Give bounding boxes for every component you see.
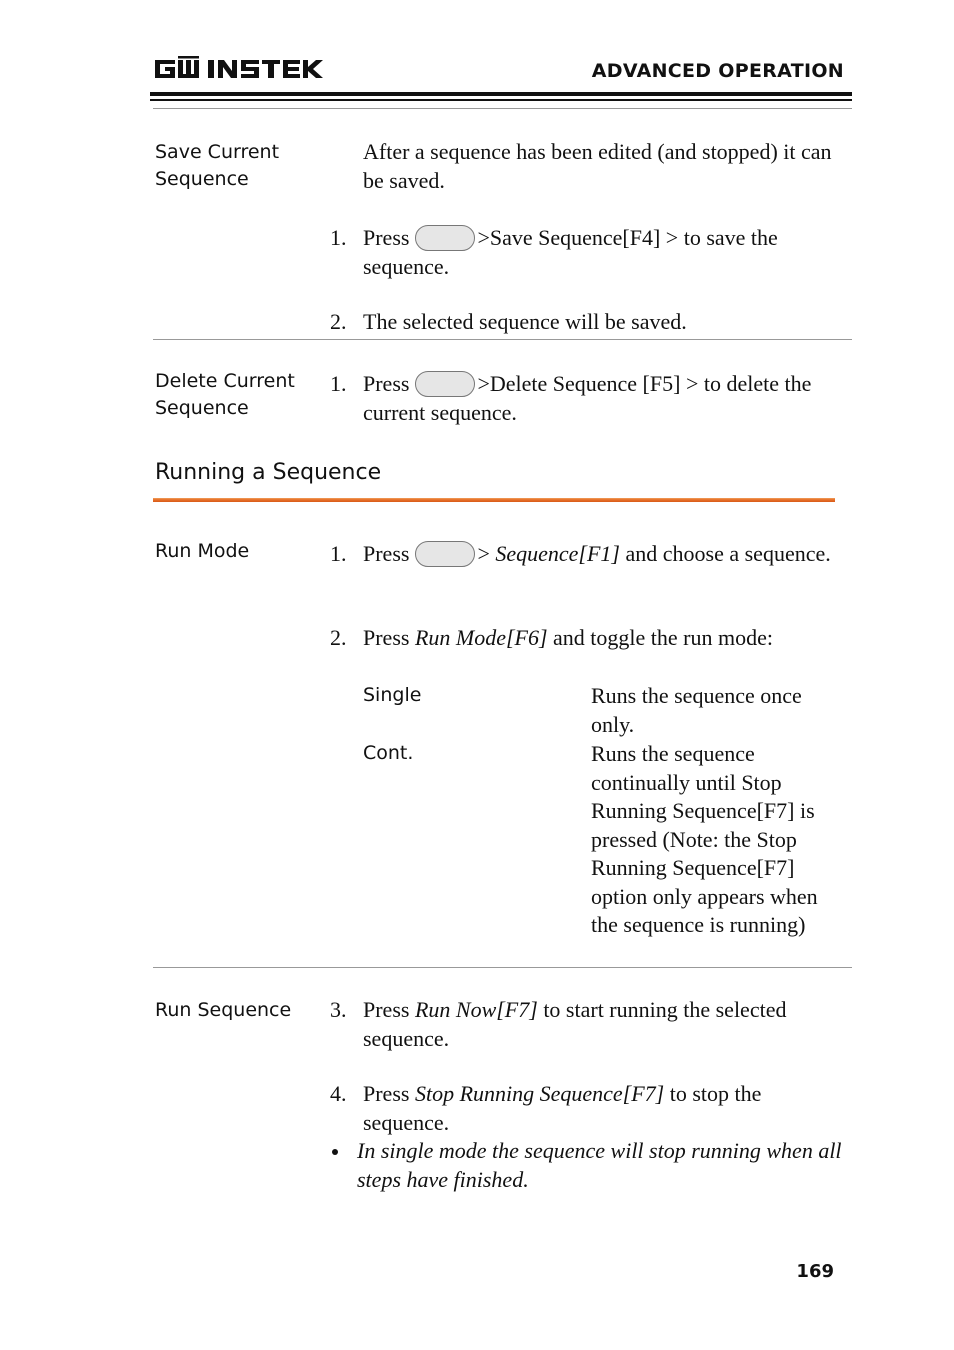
step-text: Press	[363, 997, 415, 1022]
page-number: 169	[796, 1261, 834, 1282]
step-number: 1.	[330, 541, 347, 566]
save-current-intro: After a sequence has been edited (and stopped) it can be saved.	[363, 139, 832, 193]
section-divider	[153, 339, 852, 340]
run-sequence-step-4	[363, 1080, 843, 1137]
softkey-reference: Sequence[F1]	[495, 541, 620, 566]
gw-instek-logo-icon	[153, 52, 325, 86]
run-mode-step-2	[363, 624, 843, 653]
step-text: Press	[363, 371, 410, 396]
save-step-1	[363, 224, 843, 281]
header-rule-thick	[150, 92, 852, 96]
section-heading: Running a Sequence	[155, 460, 382, 485]
note-text: In single mode the sequence will stop running when all steps have finished.	[357, 1138, 842, 1192]
save-step-2: The selected sequence will be saved.	[363, 309, 687, 334]
step-text: and toggle the run mode:	[547, 625, 773, 650]
section-title: ADVANCED OPERATION	[591, 60, 844, 82]
step-text: >Save Sequence[F4] > to save the sequence.	[363, 225, 778, 279]
save-current-label: Save Current Sequence	[155, 141, 280, 190]
run-sequence-step-3	[363, 996, 848, 1053]
mode-name-single: Single	[363, 684, 422, 706]
run-mode-step-1	[363, 540, 843, 569]
step-number: 2.	[330, 625, 347, 650]
step-text: Press	[363, 541, 410, 566]
softkey-reference: Run Mode[F6]	[414, 625, 548, 650]
mode-desc-single: Runs the sequence once only.	[591, 683, 802, 737]
section-divider	[153, 967, 852, 968]
heading-accent-rule	[153, 498, 835, 502]
step-text: >	[477, 541, 496, 566]
delete-current-label: Delete Current Sequence	[155, 370, 295, 419]
sequence-key-button[interactable]	[415, 225, 475, 251]
mode-name-cont: Cont.	[363, 742, 414, 764]
run-mode-label: Run Mode	[155, 540, 250, 562]
step-number: 1.	[330, 225, 347, 250]
top-divider	[153, 108, 852, 109]
softkey-reference: Stop Running Sequence[F7]	[414, 1081, 665, 1106]
mode-desc-cont: Runs the sequence continually until Stop Running Sequence[F7] is pressed (Note: the Stop Running Sequence[F7] option only appears when the sequence is running)	[591, 741, 818, 937]
step-number: 3.	[330, 997, 347, 1022]
step-number: 4.	[330, 1081, 347, 1106]
step-text: and choose a sequence.	[620, 541, 831, 566]
delete-step-1	[363, 370, 843, 427]
step-text: to start running the selected sequence.	[363, 997, 787, 1051]
step-text: Press	[363, 225, 410, 250]
softkey-reference: Run Now[F7]	[414, 997, 538, 1022]
brand-logo	[153, 52, 325, 86]
sequence-key-button[interactable]	[415, 371, 475, 397]
run-sequence-label: Run Sequence	[155, 999, 292, 1021]
step-number: 2.	[330, 309, 347, 334]
header-rule-thin	[150, 99, 852, 101]
bullet-icon	[332, 1149, 338, 1155]
run-sequence-note	[357, 1137, 842, 1194]
sequence-key-button[interactable]	[415, 541, 475, 567]
step-text: Press	[363, 625, 415, 650]
step-text: >Delete Sequence [F5] > to delete the current sequence.	[363, 371, 812, 425]
step-text: to stop the sequence.	[363, 1081, 762, 1135]
step-text: Press	[363, 1081, 415, 1106]
step-number: 1.	[330, 371, 347, 396]
